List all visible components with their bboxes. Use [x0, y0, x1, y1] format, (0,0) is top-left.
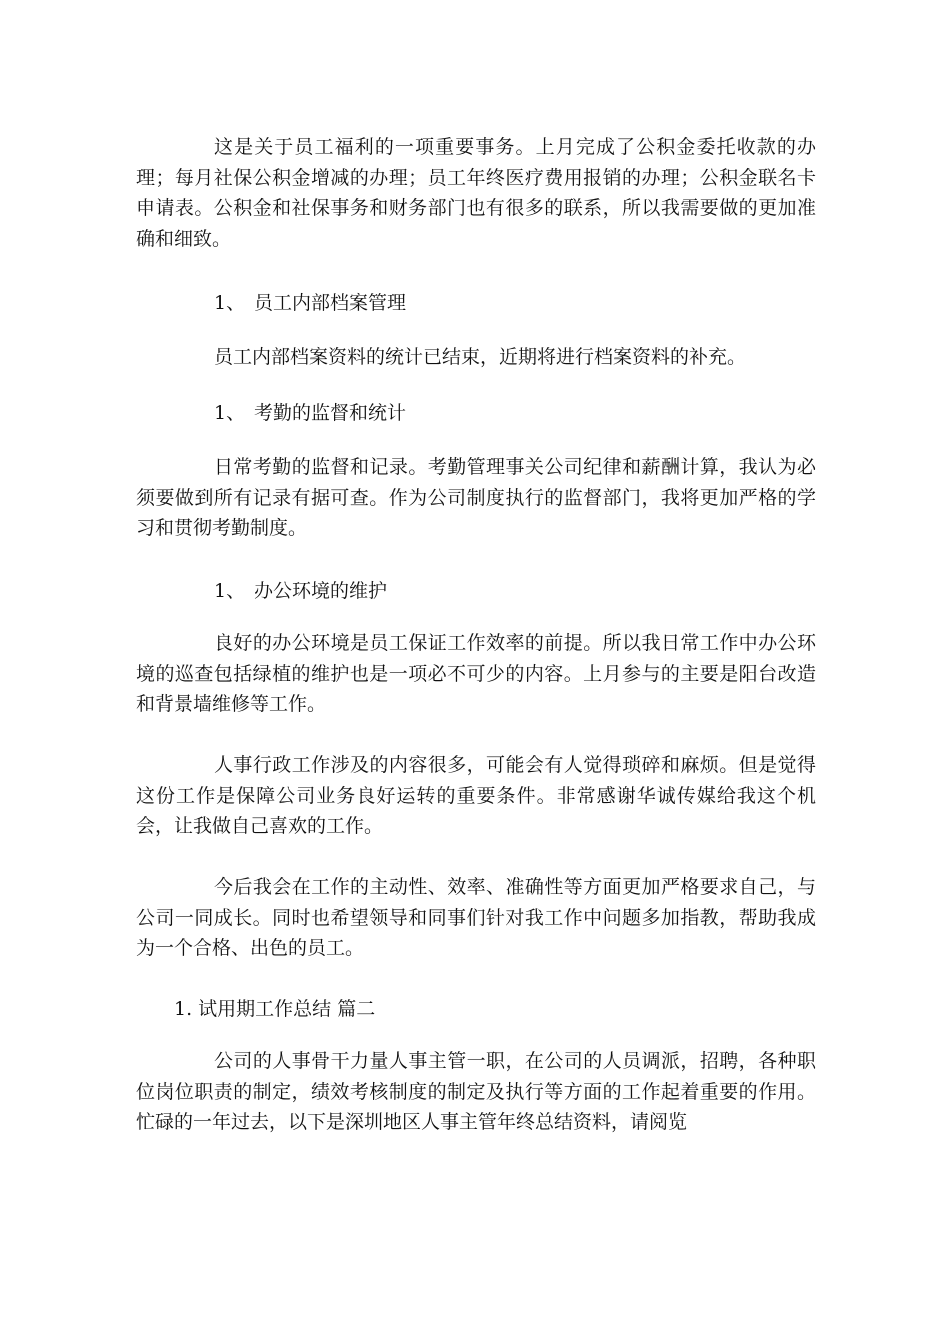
heading-archive-management	[214, 288, 406, 319]
heading-text: 员工内部档案管理	[254, 292, 407, 314]
paragraph-attendance: 日常考勤的监督和记录。考勤管理事关公司纪律和薪酬计算，我认为必须要做到所有记录有据可查。作为公司制度执行的监督部门，我将更加严格的学习和贯彻考勤制度。	[136, 456, 816, 539]
section-subtitle: 1. 试用期工作总结 篇二	[174, 998, 376, 1020]
heading-number: 1、	[214, 292, 246, 314]
paragraph-welfare: 这是关于员工福利的一项重要事务。上月完成了公积金委托收款的办理；每月社保公积金增减的办理；员工年终医疗费用报销的办理；公积金联名卡申请表。公积金和社保事务和财务部门也有很多的联系，所以我需要做的更加准确和细致。	[136, 136, 816, 250]
paragraph-reflection: 人事行政工作涉及的内容很多，可能会有人觉得琐碎和麻烦。但是觉得这份工作是保障公司业务良好运转的重要条件。非常感谢华诚传媒给我这个机会，让我做自己喜欢的工作。	[136, 754, 816, 837]
paragraph-hr-supervisor: 公司的人事骨干力量人事主管一职，在公司的人员调派，招聘，各种职位岗位职责的制定，绩效考核制度的制定及执行等方面的工作起着重要的作用。忙碌的一年过去，以下是深圳地区人事主管年终总结资料，请阅览	[136, 1050, 816, 1133]
heading-number: 1、	[214, 580, 246, 602]
heading-text: 考勤的监督和统计	[254, 402, 407, 424]
paragraph-archive: 员工内部档案资料的统计已结束，近期将进行档案资料的补充。	[214, 346, 747, 368]
heading-attendance	[214, 398, 406, 429]
paragraph-future: 今后我会在工作的主动性、效率、准确性等方面更加严格要求自己，与公司一同成长。同时也希望领导和同事们针对我工作中问题多加指教，帮助我成为一个合格、出色的员工。	[136, 876, 816, 959]
paragraph-office-environment: 良好的办公环境是员工保证工作效率的前提。所以我日常工作中办公环境的巡查包括绿植的维护也是一项必不可少的内容。上月参与的主要是阳台改造和背景墙维修等工作。	[136, 632, 816, 715]
heading-number: 1、	[214, 402, 246, 424]
heading-office-environment	[214, 576, 387, 607]
heading-text: 办公环境的维护	[254, 580, 388, 602]
